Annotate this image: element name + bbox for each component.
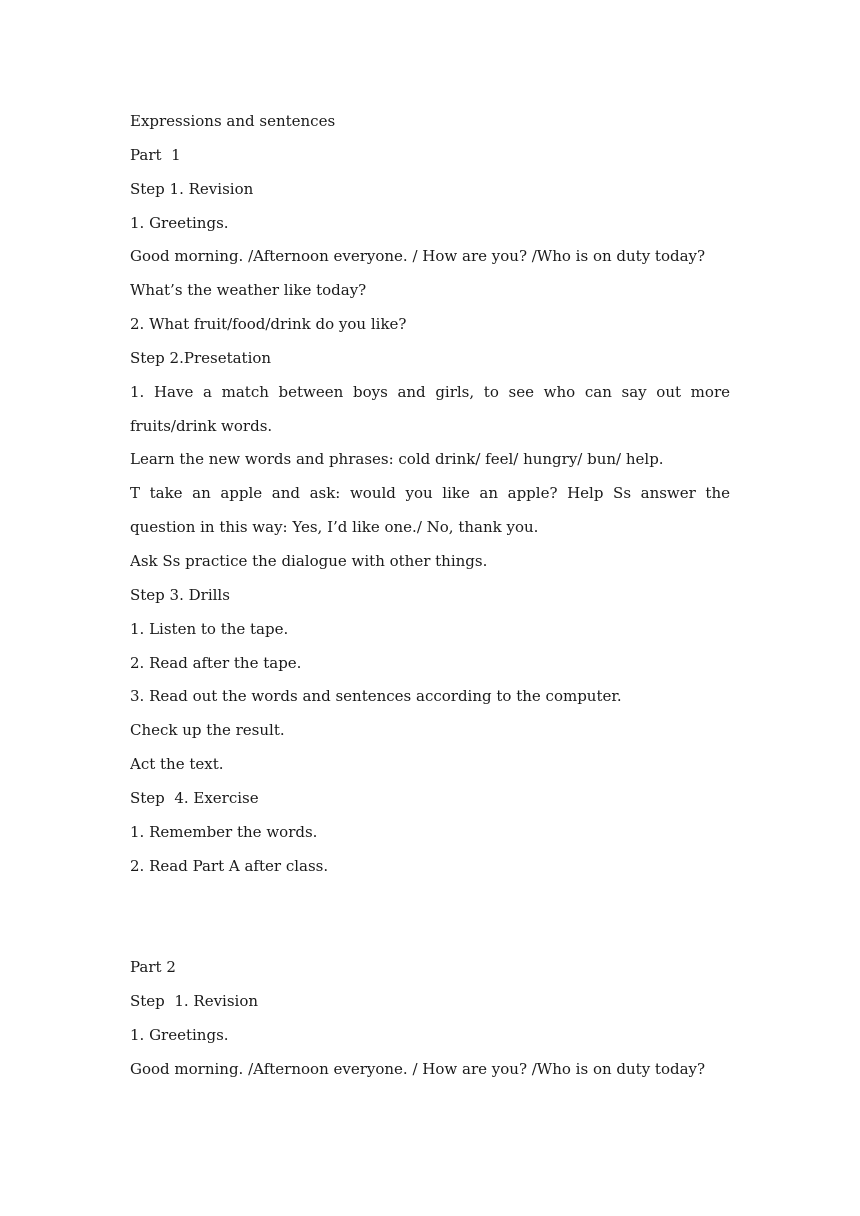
text-line: 1. Remember the words. [130, 822, 318, 841]
text-line: 3. Read out the words and sentences according to the computer. [130, 687, 622, 706]
text-line: question in this way: Yes, I’d like one./ No, thank you. [130, 518, 539, 537]
blank-line [130, 885, 730, 919]
text-line: What’s the weather like today? [130, 281, 367, 300]
text-line: Check up the result. [130, 721, 285, 740]
step-heading: Step 1. Revision [130, 179, 254, 198]
blank-line [130, 919, 730, 953]
text-line: 1. Have a match between boys and girls, to see who can say out more [130, 382, 730, 401]
document-body [130, 107, 730, 1088]
text-line: 2. What fruit/food/drink do you like? [130, 315, 407, 334]
text-line: T take an apple and ask: would you like an apple? Help Ss answer the [130, 484, 730, 503]
text-line: Act the text. [130, 755, 224, 774]
text-line: 1. Greetings. [130, 1025, 229, 1044]
text-line: 1. Listen to the tape. [130, 619, 289, 638]
part-heading: Part 2 [130, 958, 176, 977]
step-heading: Step 4. Exercise [130, 788, 259, 807]
text-line: 2. Read after the tape. [130, 653, 302, 672]
section-heading: Expressions and sentences [130, 112, 336, 130]
text-line: Learn the new words and phrases: cold drink/ feel/ hungry/ bun/ help. [130, 450, 664, 469]
step-heading: Step 1. Revision [130, 991, 259, 1010]
step-heading: Step 2.Presetation [130, 348, 272, 367]
text-line: 2. Read Part A after class. [130, 856, 329, 875]
part-heading: Part 1 [130, 145, 181, 164]
text-line: Good morning. /Afternoon everyone. / How are you? /Who is on duty today? [130, 247, 706, 266]
step-heading: Step 3. Drills [130, 585, 230, 604]
text-line: 1. Greetings. [130, 213, 229, 232]
text-line: Good morning. /Afternoon everyone. / How are you? /Who is on duty today? [130, 1059, 706, 1078]
text-line: Ask Ss practice the dialogue with other things. [130, 551, 488, 570]
text-line: fruits/drink words. [130, 416, 273, 435]
